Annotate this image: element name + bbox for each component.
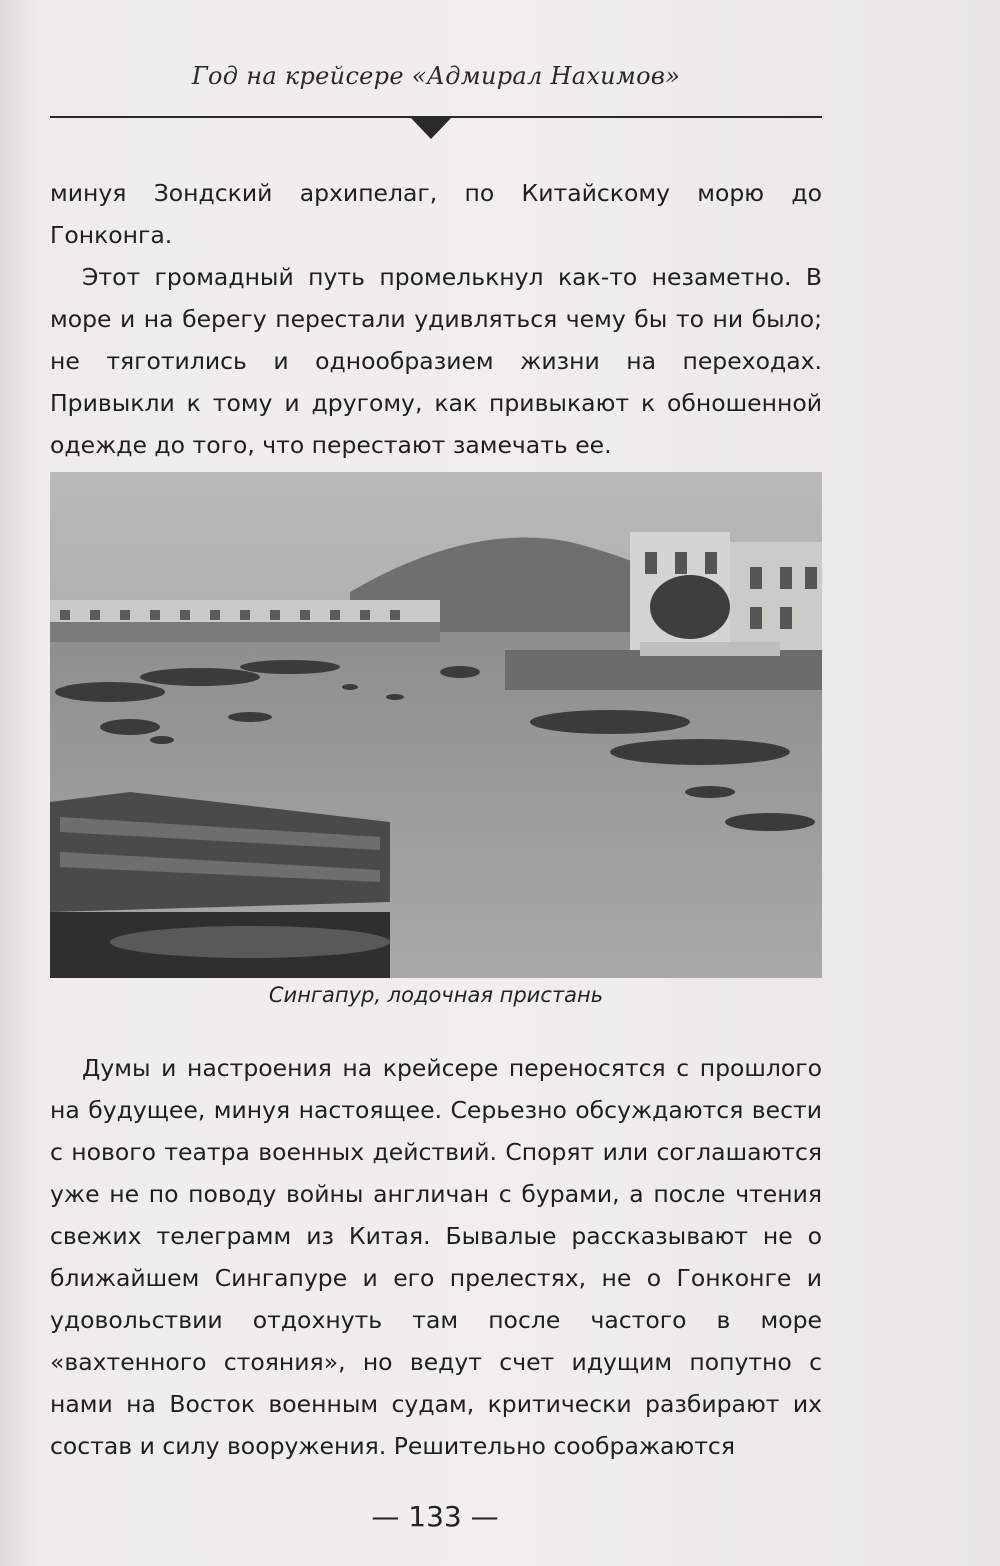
- singapore-harbour-photo: [50, 472, 822, 978]
- page-number: — 133 —: [371, 1500, 499, 1533]
- running-title: Год на крейсере «Адмирал Нахимов»: [191, 62, 681, 90]
- paragraph: Этот громадный путь промелькнул как-то незаметно. В море и на берегу перестали удивляться чему бы то ни было; не тяготились и однообразием жизни на переходах. Привыкли к тому и другому, как привыкают к обношенной одежде до того, что перестают замечать ее.: [50, 263, 822, 459]
- bottom-text-block: [50, 1047, 822, 1467]
- top-text-block: [50, 172, 822, 466]
- paragraph-continuation: минуя Зондский архипелаг, по Китайскому морю до Гонконга.: [50, 179, 822, 249]
- header-triangle-ornament: [410, 117, 452, 139]
- paragraph: Думы и настроения на крейсере переносятся с прошлого на будущее, минуя настоящее. Серьезно обсуждаются вести с нового театра военных действий. Спорят или соглашаются уже не по поводу войны англичан с бурами, а после чтения свежих телеграмм из Китая. Бывалые рассказывают не о ближайшем Сингапуре и его прелестях, не о Гонконге и удовольствии отдохнуть там после частого в море «вахтенного стояния», но ведут счет идущим попутно с нами на Восток военным судам, критически разбирают их состав и силу вооружения. Решительно соображаются: [50, 1054, 822, 1460]
- photo-caption: Сингапур, лодочная пристань: [268, 983, 604, 1007]
